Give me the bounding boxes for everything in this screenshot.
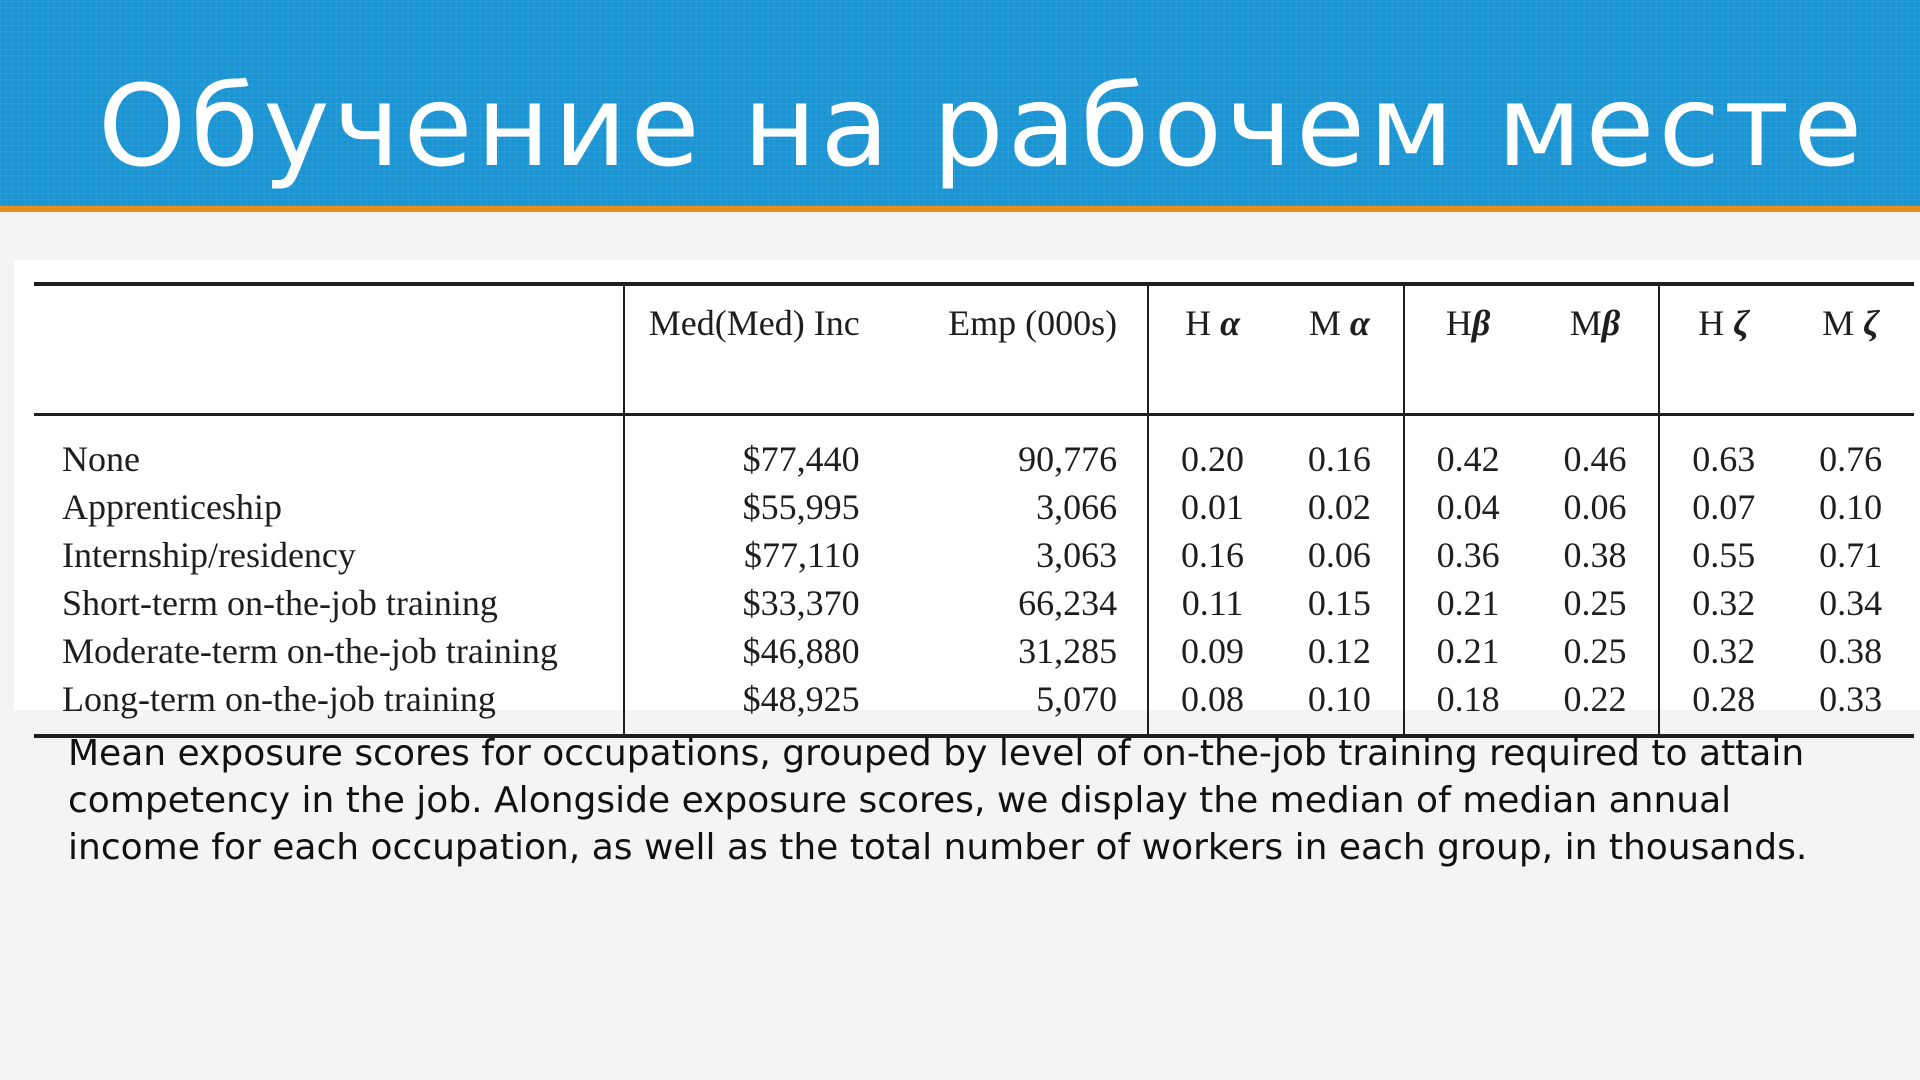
- table-caption: Mean exposure scores for occupations, grouped by level of on-the-job training required to attain competency in the job. Alongside exposure scores, we display the median of median annual income for each occupation, as well as the total number of workers in each group, in thousands.: [68, 733, 1808, 868]
- header-m-zeta: [1787, 284, 1914, 415]
- table-row: [34, 531, 1914, 579]
- m-zeta-cell: 0.38: [1819, 631, 1883, 671]
- row-label: Internship/residency: [62, 535, 356, 575]
- header-m-beta: [1532, 284, 1660, 415]
- h-alpha-cell: 0.11: [1148, 579, 1276, 627]
- alpha-symbol: α: [1220, 303, 1241, 343]
- slide-header: [0, 0, 1920, 206]
- h-zeta-cell: 0.07: [1659, 483, 1787, 531]
- employment-cell: 5,070: [1036, 679, 1118, 719]
- h-beta-cell: 0.42: [1404, 415, 1532, 484]
- header-prefix: M: [1822, 303, 1855, 343]
- m-zeta-cell: 0.76: [1819, 439, 1883, 479]
- m-beta-cell: 0.06: [1563, 487, 1627, 527]
- employment-cell: 3,066: [1036, 487, 1118, 527]
- employment-cell: 31,285: [1018, 631, 1118, 671]
- m-alpha-cell: 0.02: [1307, 487, 1371, 527]
- m-beta-cell: 0.22: [1563, 679, 1627, 719]
- header-prefix: H: [1698, 303, 1725, 343]
- h-beta-cell: 0.18: [1404, 675, 1532, 736]
- header-prefix: M: [1308, 303, 1341, 343]
- beta-symbol: β: [1471, 303, 1491, 343]
- table-body: [34, 415, 1914, 737]
- income-cell: $48,925: [624, 675, 882, 736]
- header-prefix: H: [1185, 303, 1212, 343]
- m-zeta-cell: 0.71: [1819, 535, 1883, 575]
- row-label: Long-term on-the-job training: [62, 679, 496, 719]
- h-alpha-cell: 0.08: [1148, 675, 1276, 736]
- beta-symbol: β: [1601, 303, 1621, 343]
- m-zeta-cell: 0.34: [1819, 583, 1883, 623]
- m-alpha-cell: 0.12: [1307, 631, 1371, 671]
- header-h-zeta: [1659, 284, 1787, 415]
- h-zeta-cell: 0.32: [1659, 579, 1787, 627]
- employment-cell: 66,234: [1018, 583, 1118, 623]
- m-beta-cell: 0.25: [1563, 583, 1627, 623]
- training-exposure-table: [34, 282, 1914, 738]
- employment-cell: 3,063: [1036, 535, 1118, 575]
- header-m-alpha: [1276, 284, 1404, 415]
- income-cell: $77,440: [624, 415, 882, 484]
- h-alpha-cell: 0.09: [1148, 627, 1276, 675]
- header-divider: [0, 206, 1920, 212]
- row-label: Moderate-term on-the-job training: [62, 631, 558, 671]
- header-employment: Emp (000s): [948, 303, 1118, 343]
- header-income: Med(Med) Inc: [624, 284, 882, 415]
- m-beta-cell: 0.46: [1563, 439, 1627, 479]
- h-zeta-cell: 0.55: [1659, 531, 1787, 579]
- row-label: Apprenticeship: [62, 487, 282, 527]
- h-alpha-cell: 0.20: [1148, 415, 1276, 484]
- table-row: [34, 627, 1914, 675]
- m-alpha-cell: 0.10: [1307, 679, 1371, 719]
- row-label: Short-term on-the-job training: [62, 583, 498, 623]
- m-beta-cell: 0.25: [1563, 631, 1627, 671]
- income-cell: $46,880: [624, 627, 882, 675]
- header-prefix: M: [1569, 303, 1602, 343]
- m-alpha-cell: 0.06: [1307, 535, 1371, 575]
- table-header-row: [34, 284, 1914, 415]
- h-beta-cell: 0.21: [1404, 627, 1532, 675]
- m-zeta-cell: 0.33: [1819, 679, 1883, 719]
- table-row: [34, 483, 1914, 531]
- table-row: [34, 579, 1914, 627]
- header-h-alpha: [1148, 284, 1276, 415]
- table-row: [34, 415, 1914, 484]
- income-cell: $55,995: [624, 483, 882, 531]
- income-cell: $33,370: [624, 579, 882, 627]
- h-zeta-cell: 0.28: [1659, 675, 1787, 736]
- zeta-symbol: ζ: [1863, 303, 1880, 343]
- h-beta-cell: 0.21: [1404, 579, 1532, 627]
- income-cell: $77,110: [624, 531, 882, 579]
- h-beta-cell: 0.36: [1404, 531, 1532, 579]
- header-label-cell: [34, 284, 624, 415]
- row-label: None: [62, 439, 140, 479]
- header-h-beta: [1404, 284, 1532, 415]
- slide-title: Обучение на рабочем месте: [98, 62, 1867, 192]
- alpha-symbol: α: [1349, 303, 1370, 343]
- employment-cell: 90,776: [1018, 439, 1118, 479]
- table-image-panel: [14, 260, 1920, 719]
- m-alpha-cell: 0.15: [1307, 583, 1371, 623]
- m-beta-cell: 0.38: [1563, 535, 1627, 575]
- h-zeta-cell: 0.63: [1659, 415, 1787, 484]
- h-zeta-cell: 0.32: [1659, 627, 1787, 675]
- h-alpha-cell: 0.16: [1148, 531, 1276, 579]
- m-zeta-cell: 0.10: [1819, 487, 1883, 527]
- m-alpha-cell: 0.16: [1307, 439, 1371, 479]
- table-row: [34, 675, 1914, 736]
- header-prefix: H: [1445, 303, 1472, 343]
- zeta-symbol: ζ: [1733, 303, 1750, 343]
- h-beta-cell: 0.04: [1404, 483, 1532, 531]
- h-alpha-cell: 0.01: [1148, 483, 1276, 531]
